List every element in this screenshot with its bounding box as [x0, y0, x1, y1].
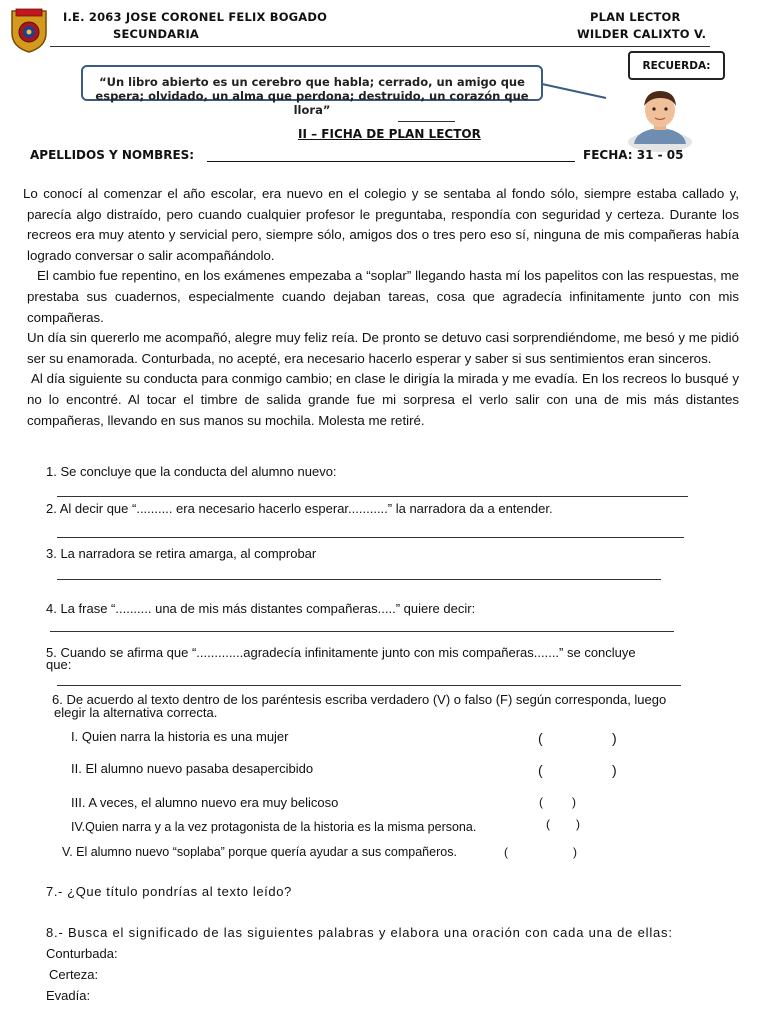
- statement-1: I. Quien narra la historia es una mujer: [71, 729, 289, 744]
- question-6-cont: elegir la alternativa correcta.: [54, 705, 218, 720]
- question-8: 8.- Busca el significado de las siguientes palabras y elabora una oración con cada una de ellas:: [46, 925, 673, 940]
- sheet-title: II – FICHA DE PLAN LECTOR: [298, 127, 481, 141]
- names-field-line[interactable]: [207, 161, 575, 162]
- question-3: 3. La narradora se retira amarga, al comprobar: [46, 546, 317, 561]
- answer-paren-open[interactable]: (: [546, 817, 550, 831]
- question-5-cont: que:: [46, 657, 72, 672]
- statement-3: III. A veces, el alumno nuevo era muy belicoso: [71, 795, 339, 810]
- answer-paren-open[interactable]: (: [504, 845, 508, 859]
- question-6: 6. De acuerdo al texto dentro de los paréntesis escriba verdadero (V) o falso (F) según corresponda, luego: [52, 692, 667, 707]
- statement-4: IV.Quien narra y a la vez protagonista de la historia es la misma persona.: [71, 820, 477, 834]
- story-paragraph: Al día siguiente su conducta para conmigo cambio; en clase le dirigía la mirada y me evadía. En los recreos lo busqué y no lo encontré. Al tocar el timbre de salida grande fue mi sorpresa el verlo salir con una de mis más distantes compañeras, llevando en sus manos su mochila. Molesta me retiré.: [27, 371, 739, 428]
- answer-line-4[interactable]: [50, 631, 674, 632]
- word-conturbada: Conturbada:: [46, 946, 118, 961]
- answer-line-3[interactable]: [57, 579, 661, 580]
- statement-2: II. El alumno nuevo pasaba desapercibido: [71, 761, 314, 776]
- answer-paren-close[interactable]: ): [576, 817, 580, 831]
- question-2: 2. Al decir que “.......... era necesario hacerlo esperar...........” la narradora da a entender.: [46, 501, 553, 516]
- school-crest-logo: [8, 7, 50, 53]
- recuerda-label: RECUERDA:: [642, 59, 711, 72]
- program-name: PLAN LECTOR: [590, 10, 681, 24]
- statement-5: V. El alumno nuevo “soplaba” porque quería ayudar a sus compañeros.: [62, 845, 457, 859]
- answer-line-5[interactable]: [57, 685, 681, 686]
- teacher-avatar: [620, 88, 700, 144]
- story-text: [23, 184, 739, 431]
- callout-pointer: [540, 78, 610, 102]
- question-7: 7.- ¿Que título pondrías al texto leído?: [46, 884, 292, 899]
- word-certeza: Certeza:: [49, 967, 99, 982]
- header-divider: [50, 46, 710, 47]
- quote-text: “Un libro abierto es un cerebro que habla; cerrado, un amigo que espera; olvidado, un alma que perdona; destruido, un corazón que llora”: [95, 75, 529, 117]
- story-paragraph: Un día sin quererlo me acompañó, alegre muy feliz reía. De pronto se detuvo casi sorprendiéndome, me besó y me pidió ser su enamorada. Conturbada, no acepté, era necesario hacerlo esperar y saber si sus sentimientos eran sinceros.: [27, 330, 739, 366]
- answer-paren-open[interactable]: (: [538, 762, 543, 778]
- quote-callout: [81, 65, 543, 117]
- story-paragraph: El cambio fue repentino, en los exámenes empezaba a “soplar” llegando hasta mí los papelitos con las respuestas, me prestaba sus cuadernos, especialmente cuando dejaban tareas, cosa que agradecía infinitamente junto con mis compañeras.: [27, 268, 739, 325]
- answer-paren-open[interactable]: (: [539, 795, 543, 809]
- word-evadia: Evadía:: [46, 988, 91, 1003]
- answer-paren-close[interactable]: ): [612, 730, 617, 746]
- story-paragraph: Lo conocí al comenzar el año escolar, era nuevo en el colegio y se sentaba al fondo sólo, siempre estaba callado y, parecía algo distraído, pero cuando cualquier profesor le preguntaba, respondía con seguridad y certeza. Durante los recreos era muy atento y servicial pero, siempre sólo, amigos dos o tres pero eso sí, ninguna de mis compañeras había logrado conversar o salir acompañándolo.: [23, 186, 739, 263]
- question-5: 5. Cuando se afirma que “.............agradecía infinitamente junto con mis compañeras.......” se concluye: [46, 645, 636, 660]
- answer-line-1[interactable]: [57, 496, 688, 497]
- question-1: 1. Se concluye que la conducta del alumno nuevo:: [46, 464, 337, 479]
- school-level: SECUNDARIA: [113, 27, 200, 41]
- teacher-name: WILDER CALIXTO V.: [577, 27, 707, 41]
- answer-paren-close[interactable]: ): [612, 762, 617, 778]
- recuerda-box: [628, 51, 725, 80]
- date-label: FECHA: 31 - 05: [583, 148, 684, 162]
- school-name: I.E. 2063 JOSE CORONEL FELIX BOGADO: [63, 10, 328, 24]
- answer-paren-close[interactable]: ): [573, 845, 577, 859]
- question-4: 4. La frase “.......... una de mis más distantes compañeras.....” quiere decir:: [46, 601, 476, 616]
- names-label: APELLIDOS Y NOMBRES:: [30, 148, 195, 162]
- answer-paren-open[interactable]: (: [538, 730, 543, 746]
- answer-paren-close[interactable]: ): [572, 795, 576, 809]
- title-overline: [398, 121, 455, 122]
- answer-line-2[interactable]: [57, 537, 684, 538]
